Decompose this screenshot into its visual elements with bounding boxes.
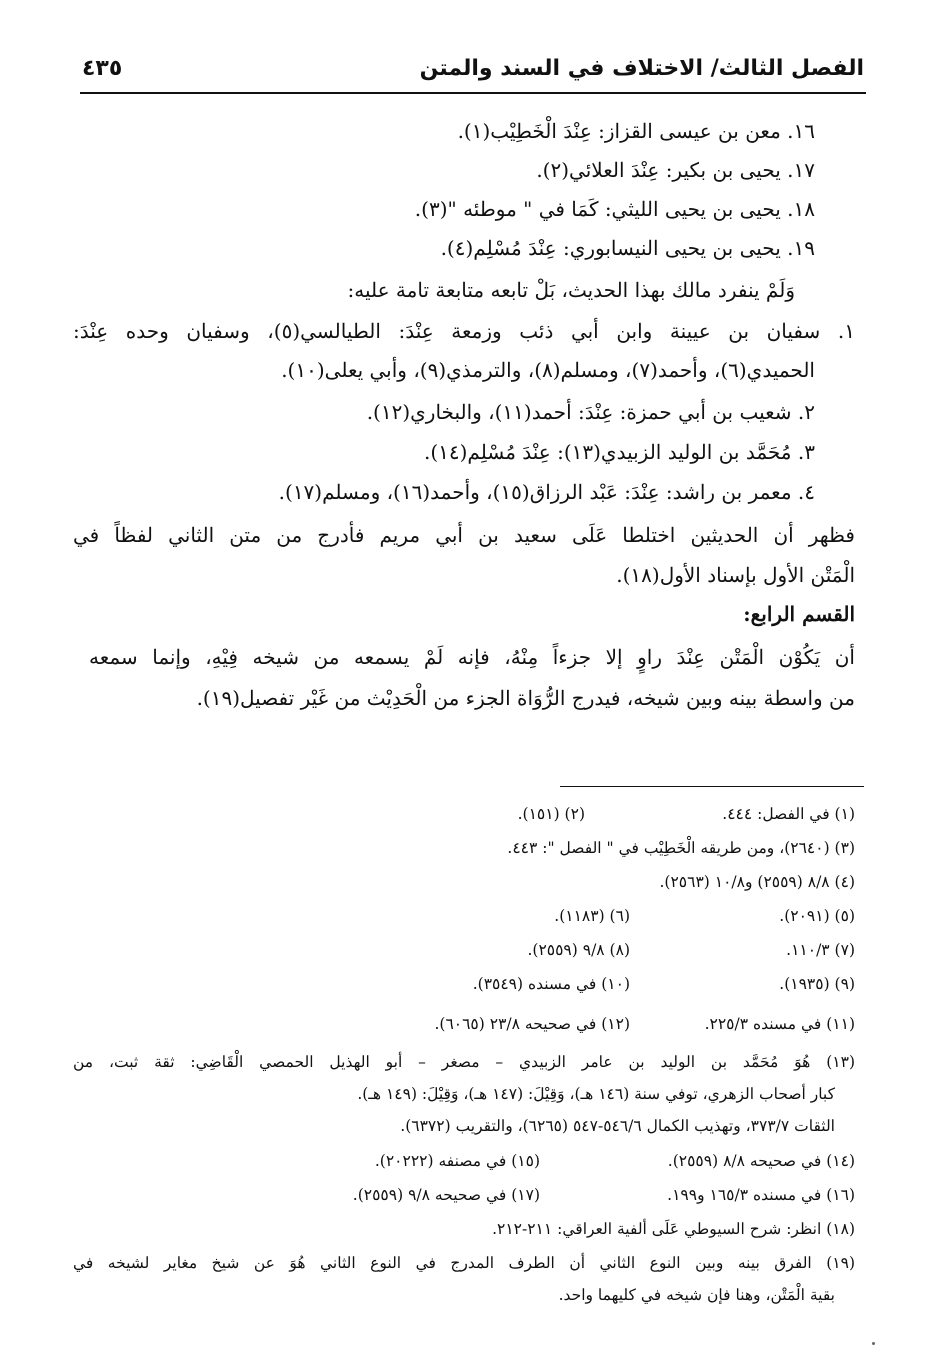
footnote-1: (١) في الفصل: ٤٤٤. xyxy=(722,805,855,823)
body-line-section4-b: من واسطة بينه وبين شيخه، فيدرج الرُّوَاة الجزء من الْحَدِيْث من غَيْر تفصيل(١٩). xyxy=(196,686,855,710)
body-line-item-1b: الحميدي(٦)، وأحمد(٧)، ومسلم(٨)، والترمذي(٩)، وأبي يعلى(١٠). xyxy=(281,358,815,382)
footnote-3: (٣) (٢٦٤٠)، ومن طريقه الْخَطِيْب في " الفصل ": ٤٤٣. xyxy=(507,839,855,857)
footnote-6: (٦) (١١٨٣). xyxy=(554,907,630,925)
chapter-title: الفصل الثالث/ الاختلاف في السند والمتن xyxy=(419,56,864,81)
body-line-item-4: ٤. معمر بن راشد: عِنْدَ: عَبْد الرزاق(١٥)، وأحمد(١٦)، ومسلم(١٧). xyxy=(278,480,815,504)
footnote-9: (٩) (١٩٣٥). xyxy=(779,975,855,993)
footnote-4: (٤) ٨/٨ (٢٥٥٩) و١٠/٨ (٢٥٦٣). xyxy=(659,873,855,891)
body-line-item-2: ٢. شعيب بن أبي حمزة: عِنْدَ: أحمد(١١)، والبخاري(١٢). xyxy=(366,400,815,424)
footnote-13-line-1: (١٣) هُوَ مُحَمَّد بن الوليد بن عامر الزبيدي – مصغر – أبو الهذيل الحمصي الْقَاضِي: ثقة ثبت، من xyxy=(73,1053,855,1071)
page-number: ٤٣٥ xyxy=(82,56,123,81)
footnote-7: (٧) ١١٠/٣. xyxy=(786,941,855,959)
footnote-15: (١٥) في مصنفه (٢٠٢٢٢). xyxy=(374,1152,540,1170)
body-line-section4-a: أن يَكُوْن الْمَتْن عِنْدَ راوٍ إلا جزءاً مِنْهُ، فإنه لَمْ يسمعه من شيخه فِيْهِ، وإنما سمعه xyxy=(89,645,855,669)
footnote-14: (١٤) في صحيحه ٨/٨ (٢٥٥٩). xyxy=(667,1152,855,1170)
footnote-19-line-2: بقية الْمَتْن، وهنا فإن شيخه في كليهما واحد. xyxy=(558,1286,835,1304)
footnote-17: (١٧) في صحيحه ٩/٨ (٢٥٥٩). xyxy=(352,1186,540,1204)
body-line-item-3: ٣. مُحَمَّد بن الوليد الزبيدي(١٣): عِنْدَ مُسْلِم(١٤). xyxy=(423,440,815,464)
body-line-19: ١٩. يحيى بن يحيى النيسابوري: عِنْدَ مُسْلِم(٤). xyxy=(440,236,815,260)
body-line-16: ١٦. معن بن عيسى القزاز: عِنْدَ الْخَطِيْب(١). xyxy=(457,119,815,143)
body-line-item-1a: ١. سفيان بن عيينة وابن أبي ذئب وزمعة عِنْدَ: الطيالسي(٥)، وسفيان وحده عِنْدَ: xyxy=(73,319,855,343)
footnote-13-line-2: كبار أصحاب الزهري، توفي سنة (١٤٦ هـ)، وَقِيْلَ: (١٤٧ هـ)، وَقِيْلَ: (١٤٩ هـ). xyxy=(357,1085,835,1103)
footnote-separator xyxy=(560,786,864,787)
header-rule xyxy=(80,92,866,94)
body-line-18: ١٨. يحيى بن يحيى الليثي: كَمَا في " موطئه "(٣). xyxy=(414,197,815,221)
footnote-10: (١٠) في مسنده (٣٥٤٩). xyxy=(472,975,630,993)
body-line-17: ١٧. يحيى بن بكير: عِنْدَ العلائي(٢). xyxy=(536,158,815,182)
body-line-follow-intro: وَلَمْ ينفرد مالك بهذا الحديث، بَلْ تابعه متابعة تامة عليه: xyxy=(347,278,795,302)
scan-speck xyxy=(872,1342,875,1345)
footnote-5: (٥) (٢٠٩١). xyxy=(779,907,855,925)
footnote-19-line-1: (١٩) الفرق بينه وبين النوع الثاني أن الطرف المدرج في النوع الثاني هُوَ عن شيخ مغاير لشيخه في xyxy=(73,1254,855,1272)
footnote-11: (١١) في مسنده ٢٢٥/٣. xyxy=(704,1015,855,1033)
running-header xyxy=(82,54,864,94)
footnote-18: (١٨) انظر: شرح السيوطي عَلَى ألفية العراقي: ٢١١-٢١٢. xyxy=(492,1220,855,1238)
footnote-16: (١٦) في مسنده ١٦٥/٣ و١٩٩. xyxy=(667,1186,855,1204)
section-heading: القسم الرابع: xyxy=(743,602,855,626)
footnote-2: (٢) (١٥١). xyxy=(517,805,585,823)
body-line-conclusion-b: الْمَتْن الأول بإسناد الأول(١٨). xyxy=(616,563,855,587)
body-line-conclusion-a: فظهر أن الحديثين اختلطا عَلَى سعيد بن أبي مريم فأدرج من متن الثاني لفظاً في xyxy=(73,523,855,547)
footnote-12: (١٢) في صحيحه ٢٣/٨ (٦٠٦٥). xyxy=(434,1015,630,1033)
footnote-8: (٨) ٩/٨ (٢٥٥٩). xyxy=(527,941,630,959)
footnote-13-line-3: الثقات ٣٧٣/٧، وتهذيب الكمال ٥٤٦/٦-٥٤٧ (٦٢٦٥)، والتقريب (٦٣٧٢). xyxy=(400,1117,835,1135)
